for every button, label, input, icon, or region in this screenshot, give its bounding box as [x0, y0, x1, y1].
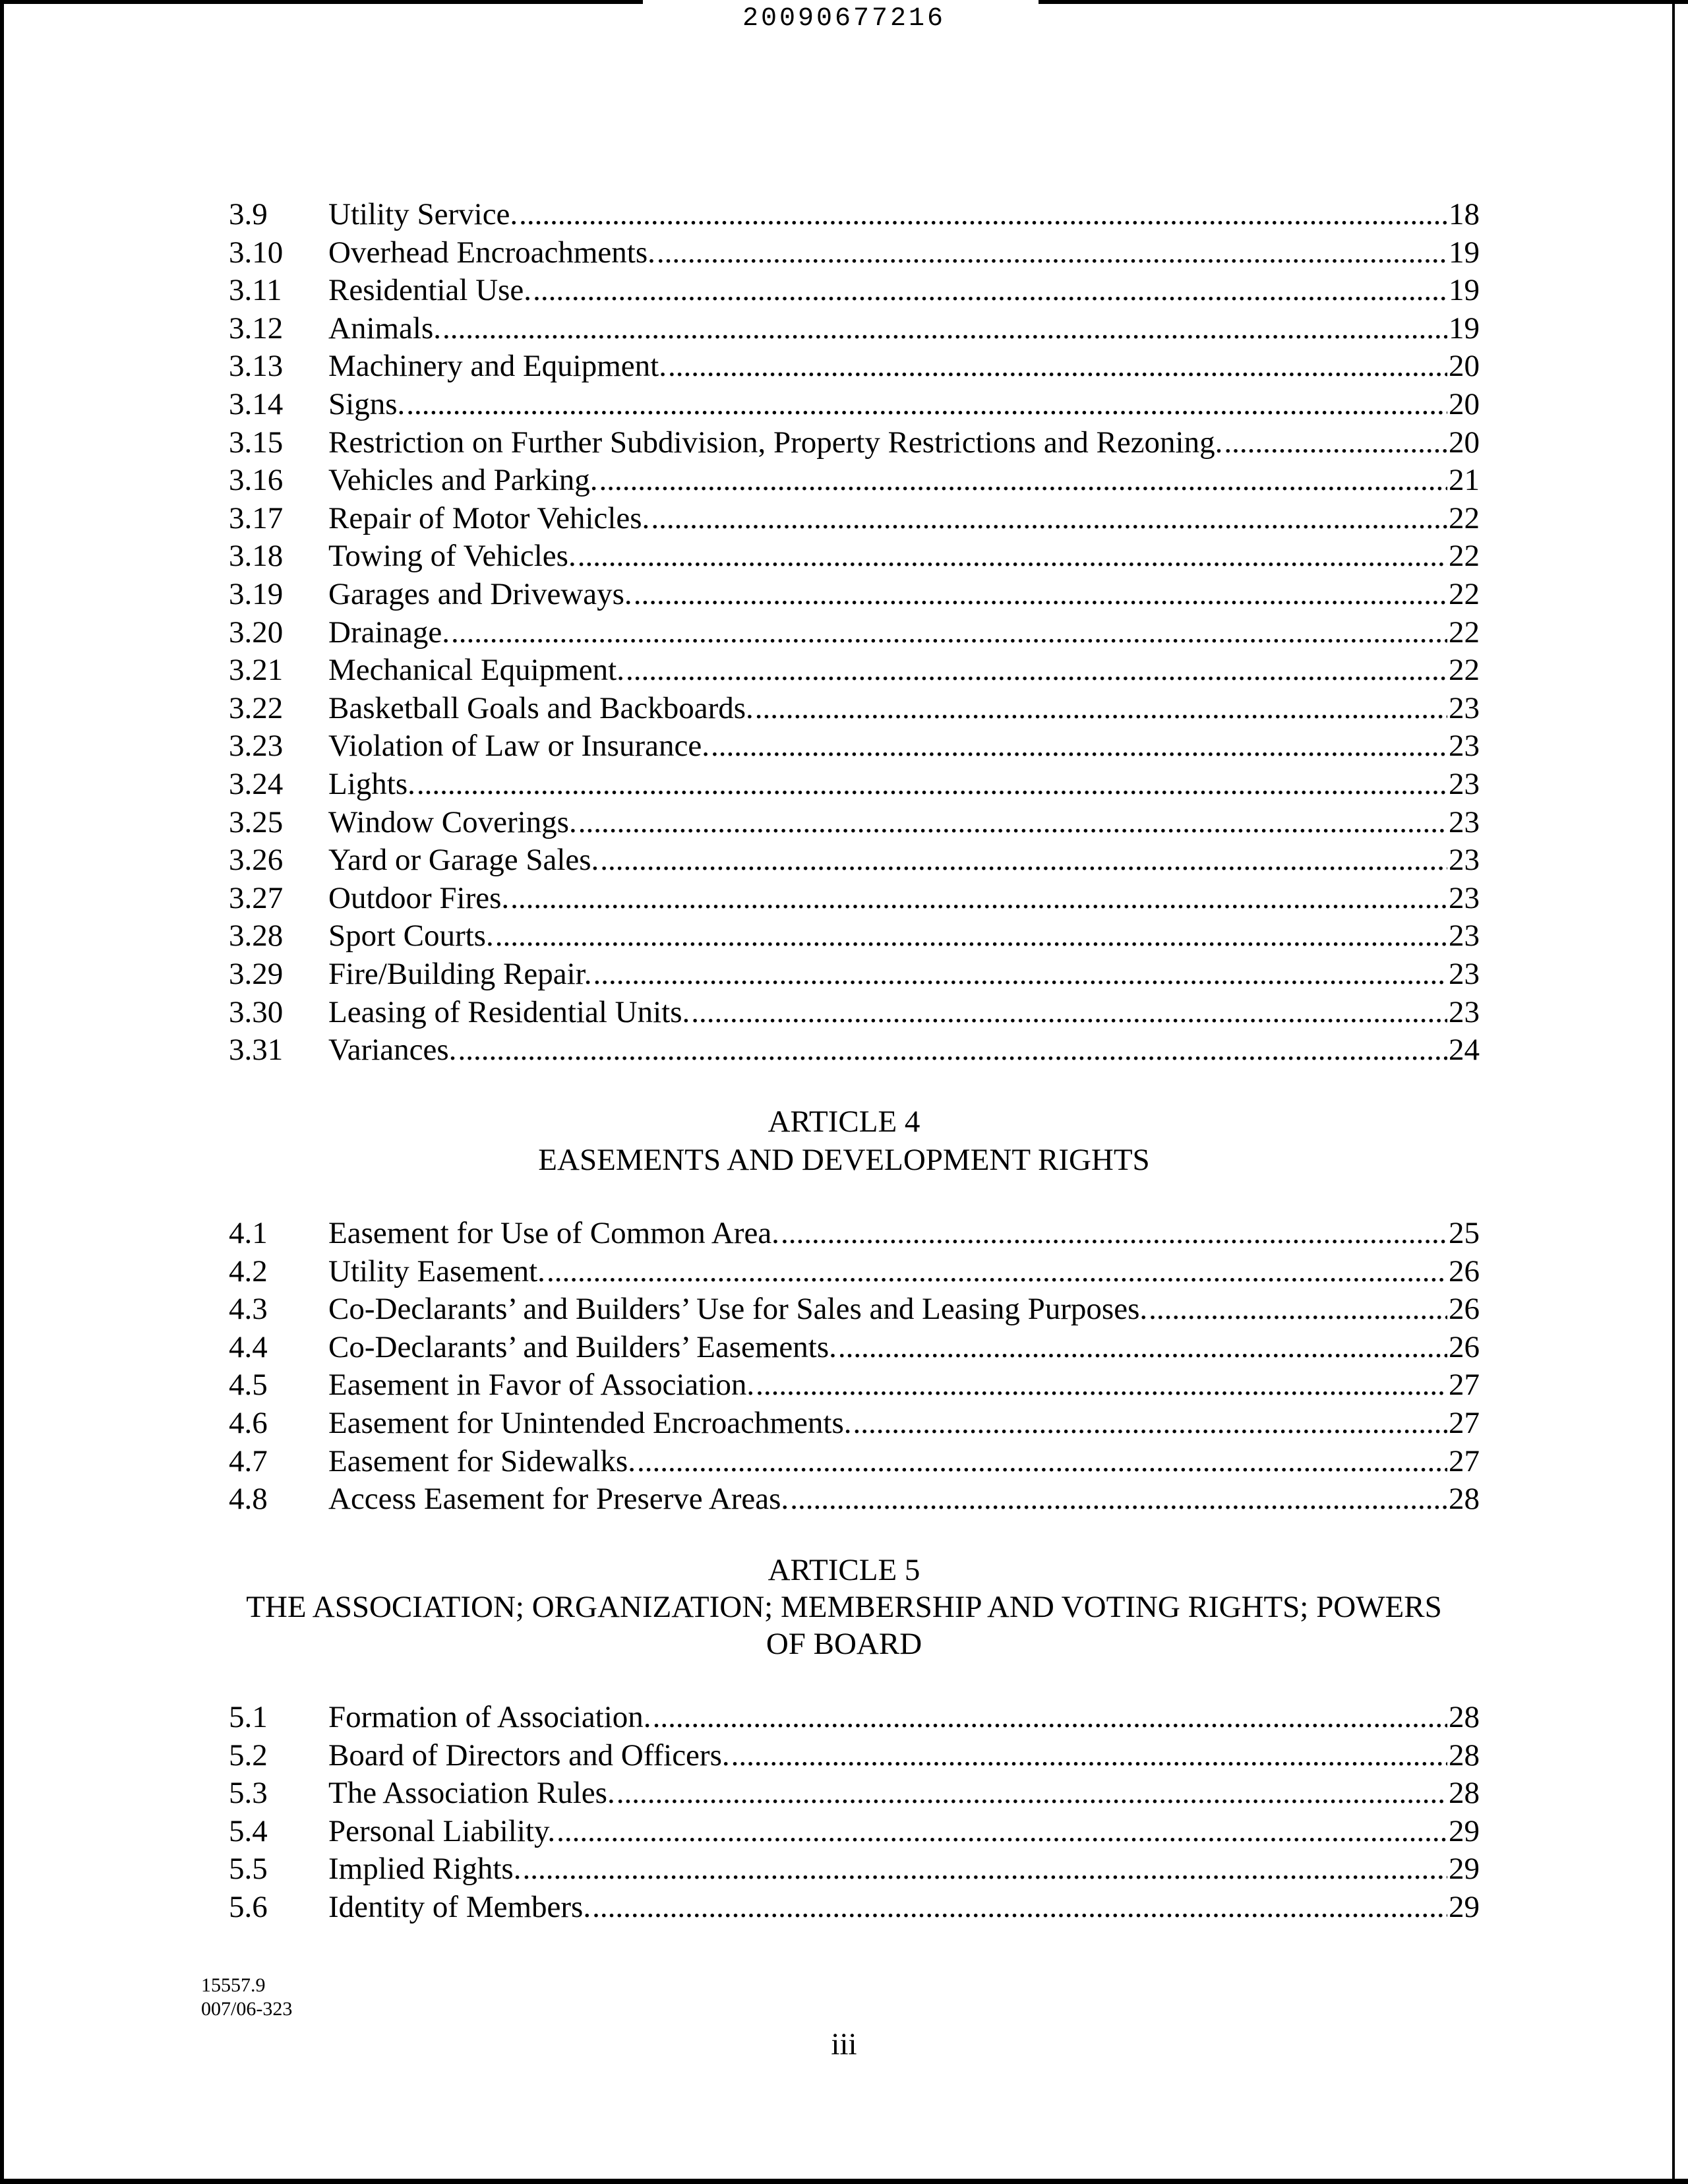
toc-section-title: Machinery and Equipment. — [328, 349, 667, 384]
toc-dot-leader — [593, 955, 1447, 993]
toc-dot-leader — [731, 1736, 1447, 1774]
toc-dot-leader — [1224, 423, 1447, 462]
toc-section-title: Easement for Use of Common Area. — [328, 1216, 779, 1250]
toc-section-number: 4.8 — [229, 1482, 268, 1517]
toc-section-number: 3.14 — [229, 387, 284, 421]
toc-page-number: 25 — [1449, 1216, 1480, 1250]
toc-dot-leader — [668, 347, 1447, 385]
toc-entry — [0, 195, 1688, 233]
toc-dot-leader — [755, 689, 1447, 727]
toc-entry — [0, 1252, 1688, 1290]
toc-entry-line — [328, 1850, 1480, 1888]
toc-entry — [0, 879, 1688, 917]
toc-entry — [0, 1031, 1688, 1069]
toc-entry — [0, 1736, 1688, 1774]
toc-dot-leader — [626, 651, 1447, 689]
toc-entry-line — [328, 1328, 1480, 1366]
toc-entry-line — [328, 765, 1480, 803]
toc-section-title: Restriction on Further Subdivision, Property Restrictions and Rezoning. — [328, 425, 1223, 460]
toc-section-title: Co-Declarants’ and Builders’ Use for Sales and Leasing Purposes. — [328, 1292, 1148, 1327]
toc-page-number: 26 — [1449, 1254, 1480, 1289]
toc-page-number: 28 — [1449, 1738, 1480, 1773]
toc-page-number: 23 — [1449, 919, 1480, 954]
toc-entry-line — [328, 613, 1480, 652]
toc-section-number: 3.28 — [229, 919, 284, 954]
toc-entry-line — [328, 879, 1480, 917]
toc-section-number: 4.5 — [229, 1368, 268, 1403]
toc-dot-leader — [653, 1698, 1447, 1736]
toc-entry-line — [328, 499, 1480, 537]
toc-section-title: Residential Use. — [328, 273, 532, 308]
toc-section-number: 5.1 — [229, 1700, 268, 1734]
toc-section-number: 5.2 — [229, 1738, 268, 1773]
toc-dot-leader — [657, 233, 1447, 272]
toc-section-number: 5.6 — [229, 1890, 268, 1924]
toc-entry-line — [328, 575, 1480, 613]
toc-section-title: Fire/Building Repair. — [328, 957, 592, 991]
toc-section-number: 3.13 — [229, 349, 284, 384]
toc-entry-line — [328, 1252, 1480, 1290]
toc-entry — [0, 347, 1688, 385]
toc-dot-leader — [651, 499, 1447, 537]
toc-section-title: Formation of Association. — [328, 1700, 651, 1734]
toc-page-number: 22 — [1449, 539, 1480, 574]
toc-entry-line — [328, 1442, 1480, 1480]
toc-section-number: 3.19 — [229, 577, 284, 611]
toc-dot-leader — [691, 993, 1447, 1031]
toc-entry — [0, 1290, 1688, 1328]
toc-section-title: Signs. — [328, 387, 406, 421]
toc-section-title: Repair of Motor Vehicles. — [328, 501, 650, 535]
page-border-bottom — [0, 2179, 1688, 2184]
toc-entry-line — [328, 993, 1480, 1031]
toc-page-number: 26 — [1449, 1292, 1480, 1327]
toc-page-number: 23 — [1449, 690, 1480, 725]
toc-entry — [0, 423, 1688, 462]
page-number: iii — [831, 2027, 857, 2061]
toc-section-title: Easement for Unintended Encroachments. — [328, 1406, 852, 1440]
toc-page-number: 29 — [1449, 1852, 1480, 1887]
toc-section-title: Basketball Goals and Backboards. — [328, 690, 754, 725]
toc-entry — [0, 1328, 1688, 1366]
toc-section-title: Outdoor Fires. — [328, 880, 510, 915]
toc-entry — [0, 1404, 1688, 1442]
toc-section-number: 3.21 — [229, 653, 284, 688]
toc-page-number: 23 — [1449, 994, 1480, 1029]
toc-section-number: 4.4 — [229, 1329, 268, 1364]
toc-page-number: 28 — [1449, 1776, 1480, 1811]
toc-page-number: 23 — [1449, 729, 1480, 764]
toc-section-number: 3.12 — [229, 311, 284, 346]
toc-dot-leader — [781, 1214, 1447, 1252]
toc-entry-line — [328, 1290, 1480, 1328]
toc-section-number: 4.7 — [229, 1443, 268, 1478]
toc-page-number: 19 — [1449, 273, 1480, 308]
toc-entry-line — [328, 917, 1480, 955]
toc-dot-leader — [711, 727, 1447, 765]
toc-page-number: 23 — [1449, 880, 1480, 915]
toc-page-number: 19 — [1449, 311, 1480, 346]
toc-dot-leader — [495, 917, 1447, 955]
article-4-title: EASEMENTS AND DEVELOPMENT RIGHTS — [538, 1143, 1150, 1177]
toc-page-number: 22 — [1449, 653, 1480, 688]
toc-entry — [0, 917, 1688, 955]
toc-section-title: Access Easement for Preserve Areas. — [328, 1482, 789, 1517]
toc-section-number: 5.4 — [229, 1813, 268, 1848]
toc-entry-line — [328, 309, 1480, 348]
article-5-title-line2: OF BOARD — [766, 1627, 922, 1661]
toc-entry-line — [328, 1404, 1480, 1442]
toc-entry-line — [328, 689, 1480, 727]
toc-section-number: 5.3 — [229, 1776, 268, 1811]
toc-page-number: 22 — [1449, 501, 1480, 535]
toc-page-number: 27 — [1449, 1443, 1480, 1478]
toc-dot-leader — [600, 841, 1447, 879]
toc-entry-line — [328, 1774, 1480, 1812]
toc-section-number: 3.18 — [229, 539, 284, 574]
toc-section-number: 3.9 — [229, 197, 268, 231]
toc-entry — [0, 385, 1688, 423]
toc-dot-leader — [451, 613, 1447, 652]
toc-section-title: Overhead Encroachments. — [328, 235, 655, 270]
toc-section-title: Lights. — [328, 767, 415, 801]
toc-page-number: 19 — [1449, 235, 1480, 270]
toc-section-number: 3.22 — [229, 690, 284, 725]
toc-section-title: Co-Declarants’ and Builders’ Easements. — [328, 1329, 837, 1364]
toc-dot-leader — [557, 1812, 1447, 1850]
toc-entry — [0, 841, 1688, 879]
toc-page-number: 29 — [1449, 1890, 1480, 1924]
toc-entry-line — [328, 1366, 1480, 1404]
toc-section-title: Yard or Garage Sales. — [328, 843, 599, 878]
toc-page-number: 23 — [1449, 957, 1480, 991]
toc-section-number: 3.23 — [229, 729, 284, 764]
toc-dot-leader — [790, 1480, 1447, 1518]
toc-page-number: 20 — [1449, 387, 1480, 421]
toc-dot-leader — [592, 1888, 1447, 1926]
toc-page-number: 28 — [1449, 1700, 1480, 1734]
toc-section-title: Implied Rights. — [328, 1852, 522, 1887]
toc-entry — [0, 651, 1688, 689]
toc-section-number: 4.2 — [229, 1254, 268, 1289]
toc-section-number: 3.27 — [229, 880, 284, 915]
toc-dot-leader — [838, 1328, 1447, 1366]
toc-entry-line — [328, 841, 1480, 879]
toc-entry-line — [328, 1736, 1480, 1774]
toc-section-title: Garages and Driveways. — [328, 577, 632, 611]
toc-dot-leader — [617, 1774, 1447, 1812]
toc-entry-line — [328, 233, 1480, 272]
toc-section-title: Drainage. — [328, 615, 450, 650]
toc-entry — [0, 271, 1688, 309]
toc-entry-line — [328, 1214, 1480, 1252]
toc-page-number: 23 — [1449, 767, 1480, 801]
toc-section-number: 3.17 — [229, 501, 284, 535]
toc-section-number: 3.15 — [229, 425, 284, 460]
toc-section-title: Window Coverings. — [328, 804, 577, 839]
toc-entry — [0, 689, 1688, 727]
toc-entry-line — [328, 347, 1480, 385]
toc-section-title: Personal Liability. — [328, 1813, 556, 1848]
toc-section-title: Variances. — [328, 1033, 457, 1068]
toc-section-number: 5.5 — [229, 1852, 268, 1887]
toc-dot-leader — [510, 879, 1447, 917]
toc-entry-line — [328, 461, 1480, 499]
toc-entry — [0, 1888, 1688, 1926]
toc-dot-leader — [458, 1031, 1447, 1069]
toc-dot-leader — [519, 195, 1447, 233]
toc-entry — [0, 613, 1688, 652]
toc-entry-line — [328, 651, 1480, 689]
toc-section-title: Mechanical Equipment. — [328, 653, 624, 688]
toc-entry-line — [328, 1480, 1480, 1518]
toc-entry — [0, 537, 1688, 575]
footer-code-line2: 007/06-323 — [201, 1998, 293, 2020]
toc-dot-leader — [406, 385, 1447, 423]
toc-page-number: 26 — [1449, 1329, 1480, 1364]
toc-dot-leader — [442, 309, 1447, 348]
toc-section-title: Board of Directors and Officers. — [328, 1738, 730, 1773]
toc-entry-line — [328, 271, 1480, 309]
toc-section-number: 3.26 — [229, 843, 284, 878]
toc-section-title: Violation of Law or Insurance. — [328, 729, 709, 764]
toc-entry — [0, 955, 1688, 993]
toc-page-number: 28 — [1449, 1482, 1480, 1517]
toc-dot-leader — [853, 1404, 1448, 1442]
toc-page-number: 20 — [1449, 425, 1480, 460]
toc-dot-leader — [756, 1366, 1447, 1404]
toc-section-title: Towing of Vehicles. — [328, 539, 576, 574]
toc-section-title: Utility Service. — [328, 197, 518, 231]
article-4-label: ARTICLE 4 — [768, 1105, 920, 1139]
toc-dot-leader — [522, 1850, 1447, 1888]
toc-entry — [0, 1774, 1688, 1812]
toc-section-number: 3.10 — [229, 235, 284, 270]
toc-section-number: 3.24 — [229, 767, 284, 801]
toc-entry — [0, 499, 1688, 537]
toc-section-title: Easement in Favor of Association. — [328, 1368, 755, 1403]
toc-dot-leader — [533, 271, 1447, 309]
toc-dot-leader — [599, 461, 1447, 499]
toc-entry — [0, 1366, 1688, 1404]
toc-entry — [0, 765, 1688, 803]
toc-section-number: 4.6 — [229, 1406, 268, 1440]
toc-page-number: 21 — [1449, 463, 1480, 498]
toc-section-number: 3.16 — [229, 463, 284, 498]
toc-entry-line — [328, 803, 1480, 841]
toc-entry — [0, 803, 1688, 841]
toc-entry — [0, 575, 1688, 613]
footer-code-line1: 15557.9 — [201, 1974, 266, 1996]
toc-entry — [0, 1480, 1688, 1518]
toc-page-number: 22 — [1449, 577, 1480, 611]
toc-dot-leader — [637, 1442, 1447, 1480]
toc-entry-line — [328, 1698, 1480, 1736]
toc-entry-line — [328, 727, 1480, 765]
toc-section-number: 3.31 — [229, 1033, 284, 1068]
toc-dot-leader — [1149, 1290, 1447, 1328]
toc-page-number: 20 — [1449, 349, 1480, 384]
toc-section-number: 3.30 — [229, 994, 284, 1029]
toc-entry-line — [328, 423, 1480, 462]
toc-entry — [0, 993, 1688, 1031]
toc-section-number: 4.1 — [229, 1216, 268, 1250]
toc-entry — [0, 727, 1688, 765]
article-5-title-line1: THE ASSOCIATION; ORGANIZATION; MEMBERSHIP AND VOTING RIGHTS; POWERS — [246, 1590, 1442, 1624]
toc-entry-line — [328, 955, 1480, 993]
toc-entry-line — [328, 1031, 1480, 1069]
article-5-label: ARTICLE 5 — [768, 1553, 920, 1587]
toc-dot-leader — [547, 1252, 1447, 1290]
toc-entry — [0, 1698, 1688, 1736]
toc-entry-line — [328, 1812, 1480, 1850]
toc-page-number: 27 — [1449, 1368, 1480, 1403]
toc-dot-leader — [578, 803, 1447, 841]
toc-dot-leader — [417, 765, 1447, 803]
toc-page-number: 22 — [1449, 615, 1480, 650]
toc-page-number: 27 — [1449, 1406, 1480, 1440]
toc-entry — [0, 1850, 1688, 1888]
toc-section-title: Easement for Sidewalks. — [328, 1443, 636, 1478]
toc-entry — [0, 1812, 1688, 1850]
toc-entry — [0, 1442, 1688, 1480]
toc-page-number: 18 — [1449, 197, 1480, 231]
toc-entry — [0, 1214, 1688, 1252]
toc-section-number: 3.29 — [229, 957, 284, 991]
toc-entry-line — [328, 385, 1480, 423]
toc-dot-leader — [578, 537, 1447, 575]
toc-section-number: 4.3 — [229, 1292, 268, 1327]
document-number: 20090677216 — [742, 4, 946, 34]
toc-section-title: Sport Courts. — [328, 919, 494, 954]
toc-section-number: 3.25 — [229, 804, 284, 839]
toc-section-title: Identity of Members. — [328, 1890, 591, 1924]
toc-section-title: Vehicles and Parking. — [328, 463, 598, 498]
toc-section-title: Utility Easement. — [328, 1254, 545, 1289]
toc-entry-line — [328, 1888, 1480, 1926]
toc-section-title: Leasing of Residential Units. — [328, 994, 690, 1029]
toc-section-title: The Association Rules. — [328, 1776, 615, 1811]
toc-entry — [0, 233, 1688, 272]
toc-section-number: 3.20 — [229, 615, 284, 650]
toc-section-number: 3.11 — [229, 273, 282, 308]
toc-entry-line — [328, 195, 1480, 233]
toc-section-title: Animals. — [328, 311, 442, 346]
toc-dot-leader — [634, 575, 1447, 613]
toc-page-number: 24 — [1449, 1033, 1480, 1068]
toc-entry — [0, 461, 1688, 499]
toc-entry-line — [328, 537, 1480, 575]
toc-page-number: 23 — [1449, 804, 1480, 839]
toc-page-number: 29 — [1449, 1813, 1480, 1848]
toc-entry — [0, 309, 1688, 348]
toc-page-number: 23 — [1449, 843, 1480, 878]
